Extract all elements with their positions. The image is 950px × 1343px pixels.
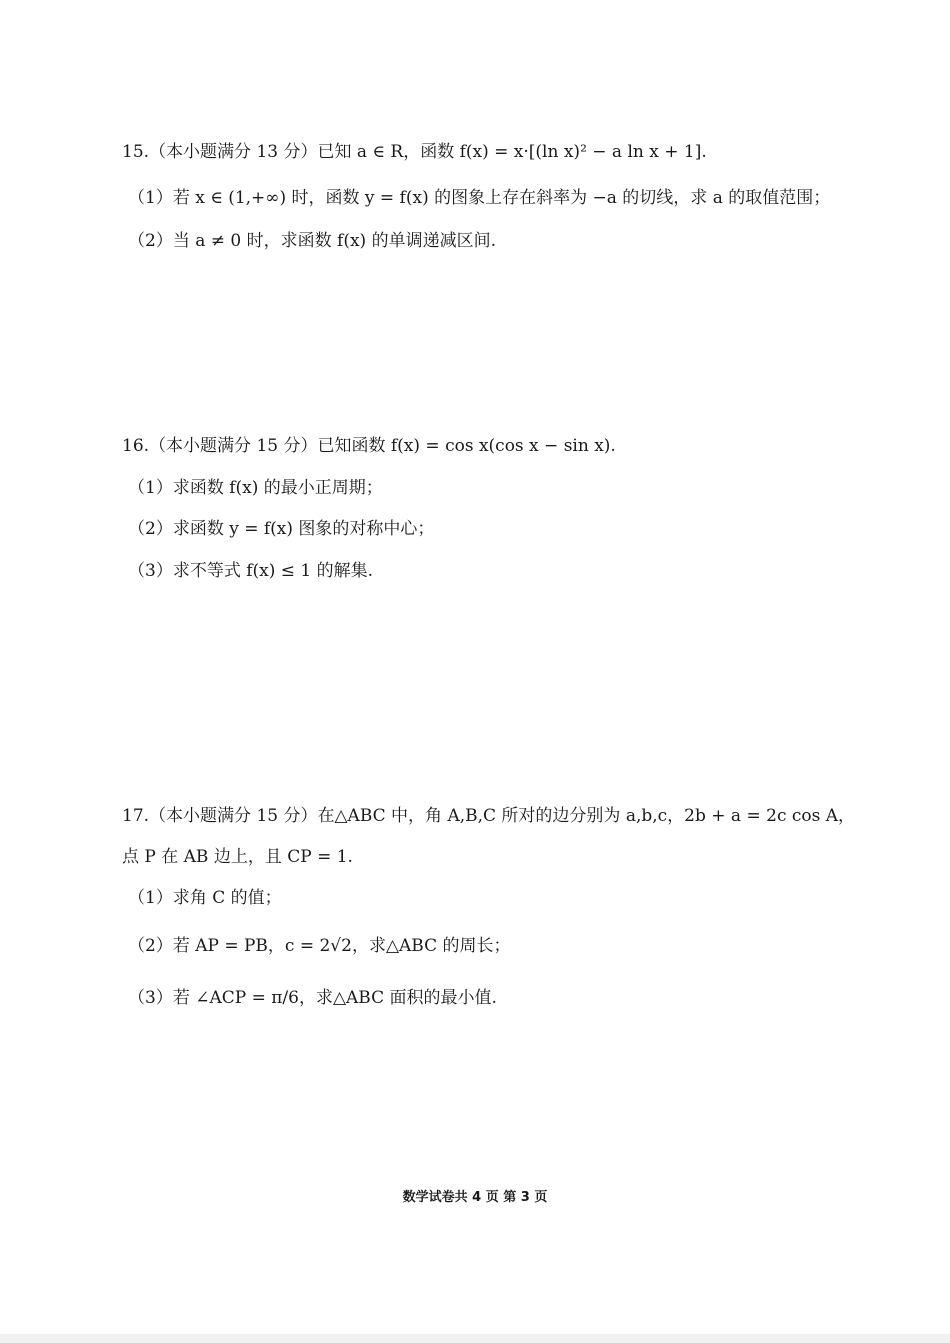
problem-17-part-2: （2）若 AP = PB，c = 2√2，求△ABC 的周长； bbox=[128, 936, 511, 956]
problem-16-part-1: （1）求函数 f(x) 的最小正周期； bbox=[128, 478, 383, 498]
problem-17-part-1: （1）求角 C 的值； bbox=[128, 888, 282, 908]
problem-16-header: 16.（本小题满分 15 分）已知函数 f(x) = cos x(cos x − sin x). bbox=[122, 436, 616, 456]
scan-edge bbox=[0, 1334, 950, 1343]
page-footer: 数学试卷共 4 页 第 3 页 bbox=[402, 1190, 548, 1205]
problem-17-part-3: （3）若 ∠ACP = π/6，求△ABC 面积的最小值. bbox=[128, 988, 497, 1008]
problem-16-part-2: （2）求函数 y = f(x) 图象的对称中心； bbox=[128, 519, 435, 539]
problem-16-part-3: （3）求不等式 f(x) ≤ 1 的解集. bbox=[128, 561, 374, 581]
problem-17-header-cont: 点 P 在 AB 边上，且 CP = 1. bbox=[122, 847, 353, 867]
problem-15-header: 15.（本小题满分 13 分）已知 a ∈ R，函数 f(x) = x·[(ln x)² − a ln x + 1]. bbox=[122, 142, 707, 162]
problem-15-part-2: （2）当 a ≠ 0 时，求函数 f(x) 的单调递减区间. bbox=[128, 231, 496, 251]
problem-15-part-1: （1）若 x ∈ (1,+∞) 时，函数 y = f(x) 的图象上存在斜率为 −a 的切线，求 a 的取值范围； bbox=[128, 188, 831, 208]
problem-17-header: 17.（本小题满分 15 分）在△ABC 中，角 A,B,C 所对的边分别为 a,b,c，2b + a = 2c cos A， bbox=[122, 806, 856, 826]
